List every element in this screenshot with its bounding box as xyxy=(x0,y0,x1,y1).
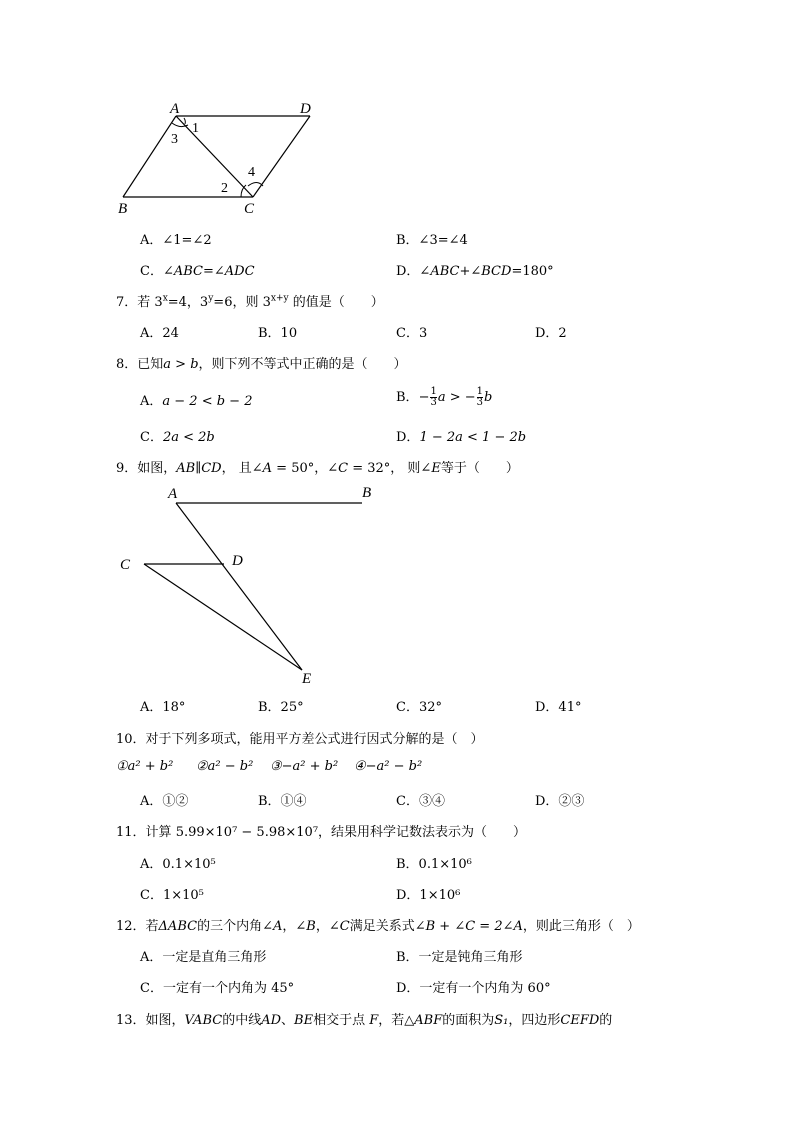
q10-stem: 10．对于下列多项式，能用平方差公式进行因式分解的是（ ） xyxy=(116,732,484,747)
q6-option-d[interactable]: D．∠ABC+∠BCD=180° xyxy=(396,264,554,279)
label-e: E xyxy=(302,671,312,687)
q9-option-b[interactable]: B．25° xyxy=(258,700,304,715)
q10-option-b[interactable]: B．①④ xyxy=(258,794,307,809)
label-d: D xyxy=(232,553,243,569)
label-b: B xyxy=(362,485,372,501)
q10-option-d[interactable]: D．②③ xyxy=(535,794,585,809)
q10-item-4: ④−a² − b² xyxy=(354,759,423,774)
label-c: C xyxy=(244,201,255,217)
angle-arc-a2 xyxy=(184,118,185,124)
q11-option-b[interactable]: B．0.1×10⁶ xyxy=(396,857,472,872)
q12-stem: 12．若ΔABC的三个内角∠A，∠B，∠C满足关系式∠B + ∠C = 2∠A，则此三角形（ ） xyxy=(116,919,640,934)
q7-option-c[interactable]: C．3 xyxy=(396,326,428,341)
q11-option-a[interactable]: A．0.1×10⁵ xyxy=(140,857,216,872)
label-d: D xyxy=(300,101,311,117)
q10-option-c[interactable]: C．③④ xyxy=(396,794,445,809)
q9-option-c[interactable]: C．32° xyxy=(396,700,442,715)
q8-option-c[interactable]: C．2a < 2b xyxy=(140,430,215,445)
q8-option-d[interactable]: D．1 − 2a < 1 − 2b xyxy=(396,430,527,445)
q10-item-1: ①a² + b² xyxy=(116,759,174,774)
label-a: A xyxy=(168,486,178,502)
label-a: A xyxy=(170,101,180,117)
q7-option-d[interactable]: D．2 xyxy=(535,326,567,341)
q12-option-b[interactable]: B．一定是钝角三角形 xyxy=(396,950,523,965)
q12-option-d[interactable]: D．一定有一个内角为 60° xyxy=(396,981,551,996)
label-b: B xyxy=(118,201,128,217)
q8-stem: 8．已知a > b，则下列不等式中正确的是（ ） xyxy=(116,357,407,372)
angle-label-2: 2 xyxy=(221,181,228,196)
q9-option-d[interactable]: D．41° xyxy=(535,700,582,715)
q6-option-c[interactable]: C．∠ABC=∠ADC xyxy=(140,264,255,279)
q6-figure xyxy=(110,95,330,220)
fraction: $\frac{1}{3}$ xyxy=(476,386,484,408)
q8-option-b[interactable]: B．− $\frac{1}{3}$ a > − $\frac{1}{3}$ b xyxy=(396,386,493,408)
label-c: C xyxy=(120,557,131,573)
segment-ae xyxy=(176,503,302,670)
q9-figure xyxy=(112,480,382,690)
angle-label-1: 1 xyxy=(192,121,199,136)
q7-option-a[interactable]: A．24 xyxy=(140,326,179,341)
segment-ce xyxy=(144,564,302,670)
q9-stem: 9．如图，AB∥CD， 且∠A = 50°，∠C = 32°， 则∠E等于（ ） xyxy=(116,461,519,476)
q10-item-2: ②a² − b² xyxy=(196,759,254,774)
q7-stem: 7．若 $3^x=4$，$3^y=6$，则 $3^{x+y}$ 的值是（ ） xyxy=(116,293,384,310)
q10-option-a[interactable]: A．①② xyxy=(140,794,189,809)
segment-ac xyxy=(176,116,253,197)
q7-option-b[interactable]: B．10 xyxy=(258,326,298,341)
q6-option-a[interactable]: A．∠1=∠2 xyxy=(140,233,212,248)
segment-ab xyxy=(123,116,176,197)
q11-stem: 11．计算 5.99×10⁷ − 5.98×10⁷，结果用科学记数法表示为（ ） xyxy=(116,825,527,840)
q12-option-c[interactable]: C．一定有一个内角为 45° xyxy=(140,981,295,996)
q13-stem: 13．如图，VABC的中线AD、BE相交于点 F，若△ABF的面积为S₁，四边形CEFD的 xyxy=(116,1013,613,1028)
q12-option-a[interactable]: A．一定是直角三角形 xyxy=(140,950,267,965)
angle-label-3: 3 xyxy=(171,132,178,147)
q9-option-a[interactable]: A．18° xyxy=(140,700,186,715)
fraction: $\frac{1}{3}$ xyxy=(430,386,437,408)
q10-item-3: ③−a² + b² xyxy=(270,759,339,774)
q8-option-a[interactable]: A．a − 2 < b − 2 xyxy=(140,394,253,409)
q6-option-b[interactable]: B．∠3=∠4 xyxy=(396,233,468,248)
q11-option-d[interactable]: D．1×10⁶ xyxy=(396,888,461,903)
q11-option-c[interactable]: C．1×10⁵ xyxy=(140,888,204,903)
angle-label-4: 4 xyxy=(248,165,255,180)
